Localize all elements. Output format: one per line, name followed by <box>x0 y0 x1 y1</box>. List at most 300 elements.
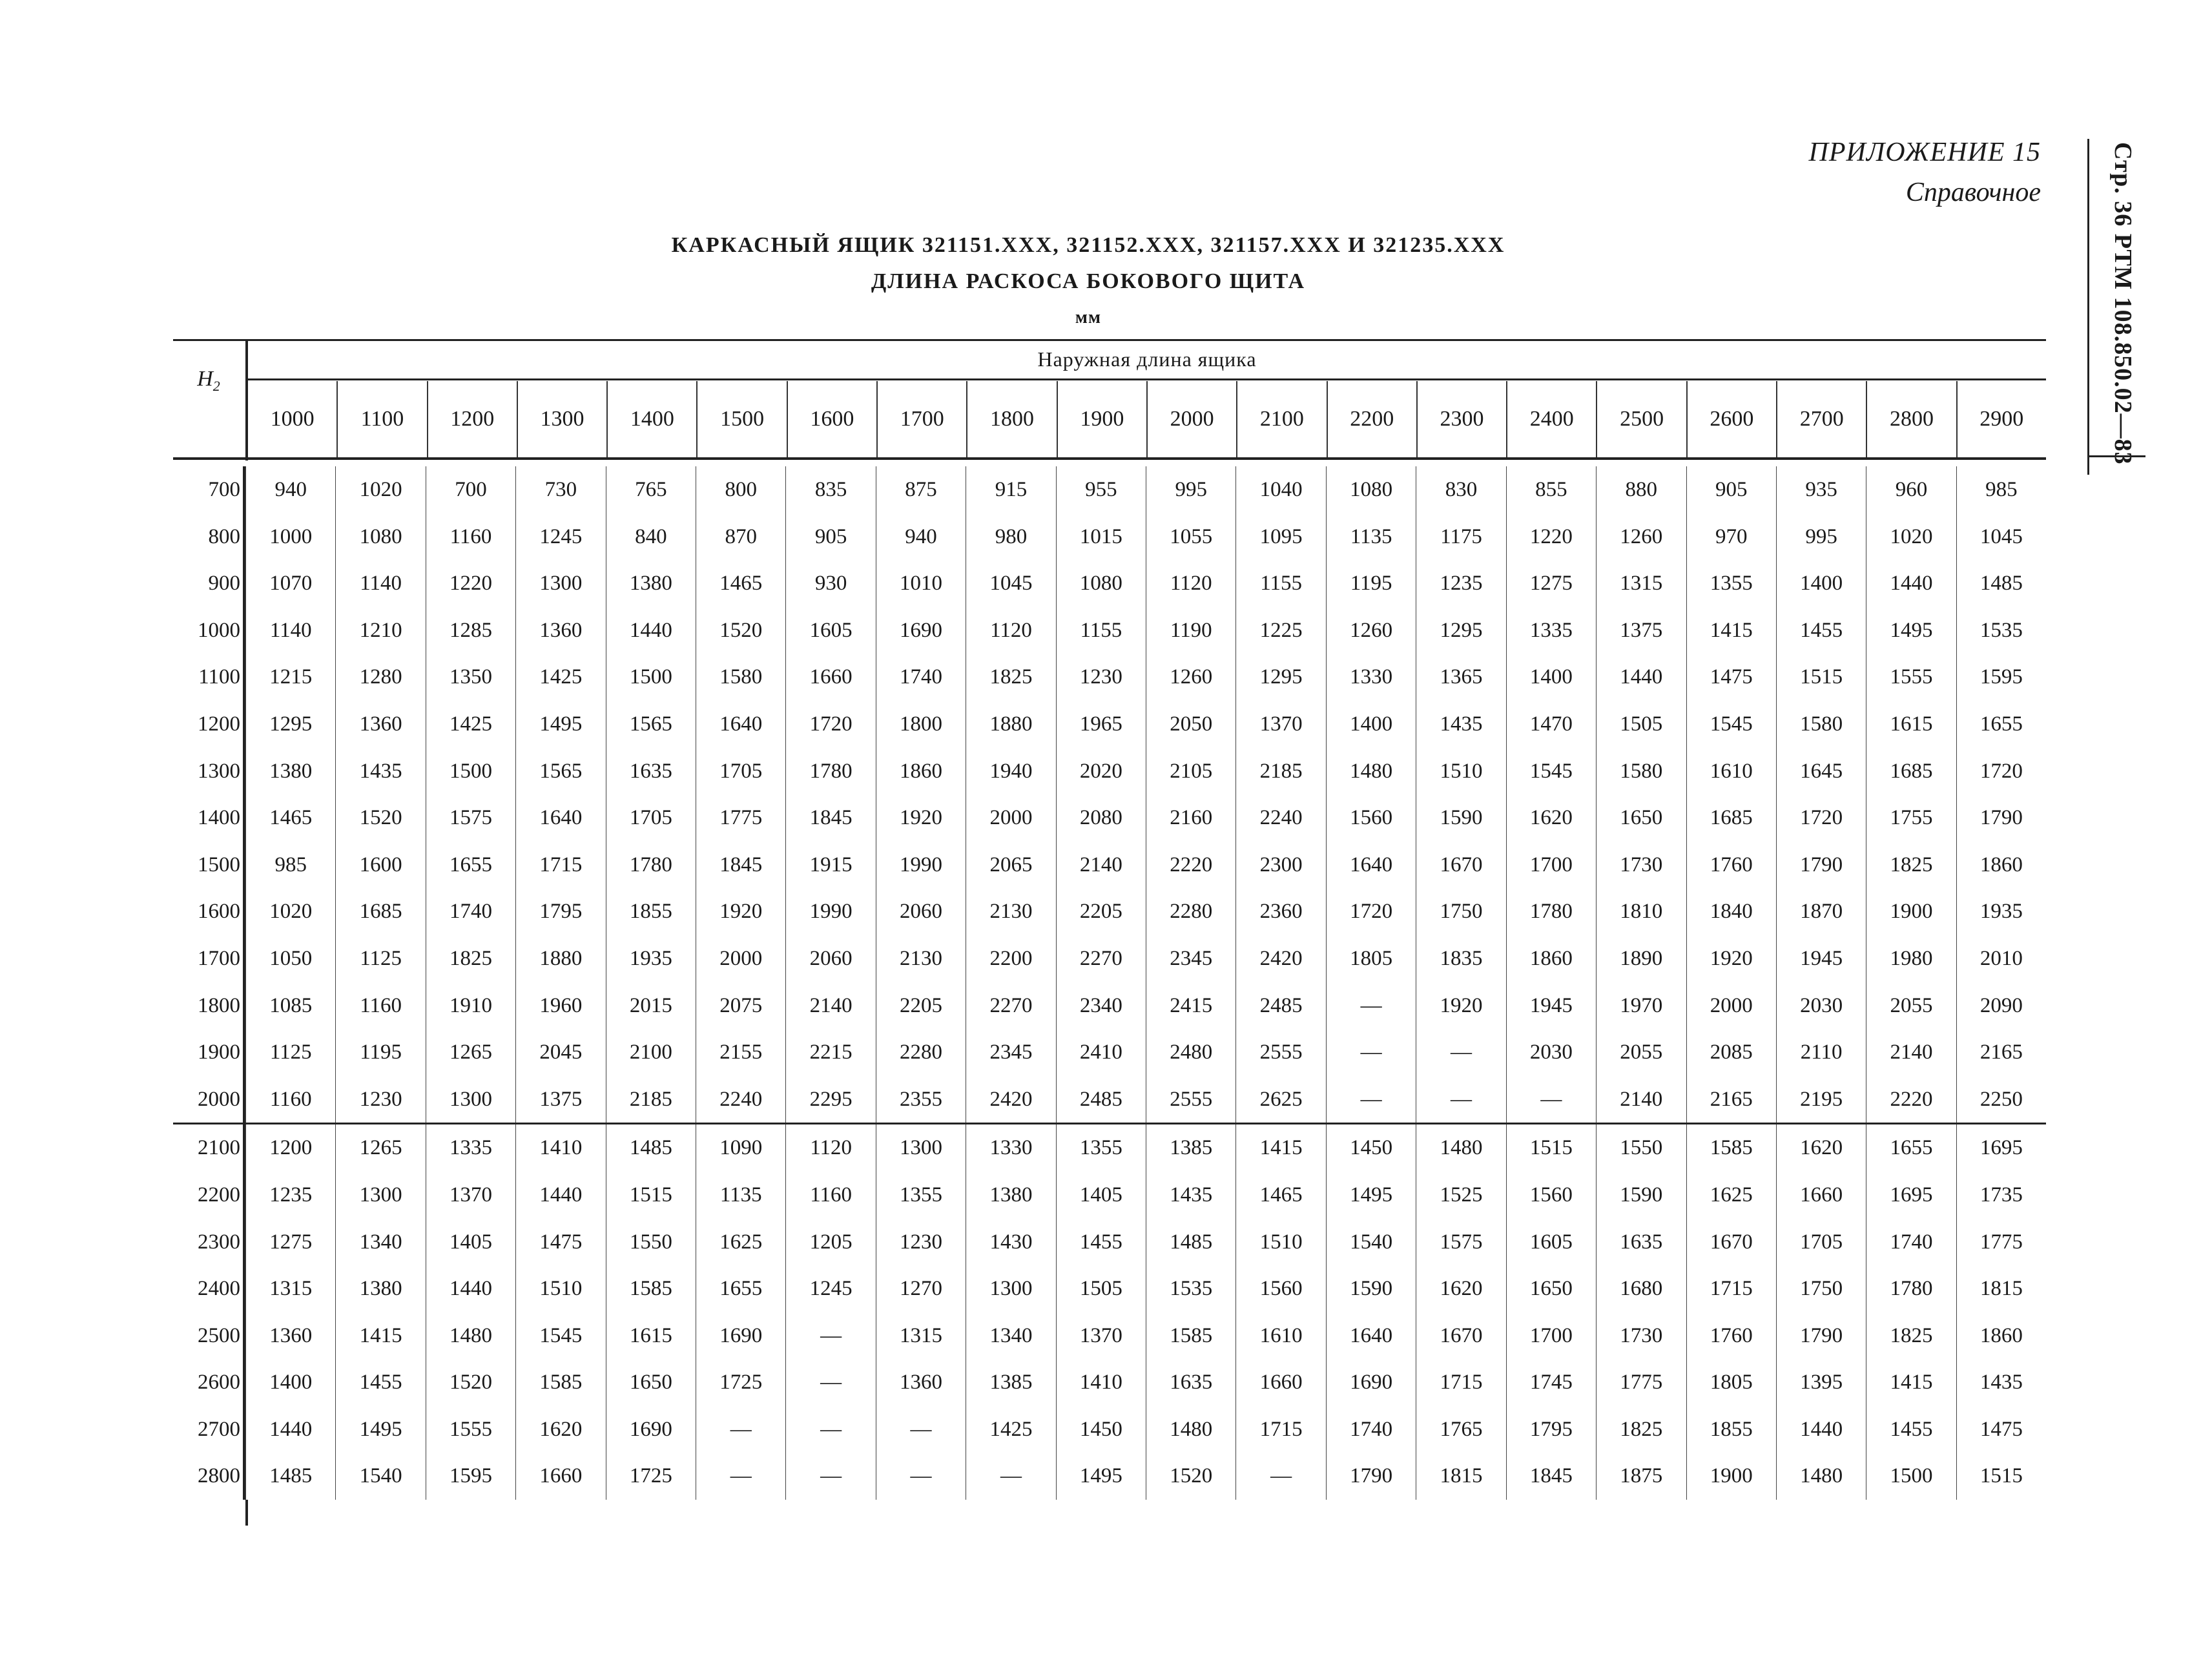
table-cell: 1020 <box>1866 513 1956 561</box>
table-cell: 1825 <box>1866 1312 1956 1360</box>
table-cell: 1860 <box>1506 935 1596 982</box>
table-row <box>173 1029 2046 1076</box>
table-cell: 1715 <box>1416 1359 1505 1406</box>
table-cell: 2140 <box>1056 842 1146 889</box>
table-cell: 1695 <box>1956 1124 2046 1172</box>
table-row <box>173 466 2046 513</box>
table-cell: 1355 <box>876 1172 966 1219</box>
table-cell: 1610 <box>1686 748 1776 795</box>
table-cell: 2240 <box>696 1076 785 1123</box>
table-cell: 1720 <box>1326 888 1416 935</box>
table-cell: 2250 <box>1956 1076 2046 1123</box>
table-cell: 2205 <box>1056 888 1146 935</box>
table-cell: 995 <box>1146 466 1235 513</box>
table-cell: 1795 <box>1506 1406 1596 1453</box>
table-cell: 1680 <box>1596 1265 1686 1312</box>
table-cell: 2185 <box>1235 748 1325 795</box>
table-cell: 1440 <box>1776 1406 1866 1453</box>
table-cell: 1595 <box>426 1453 515 1500</box>
table-cell: 1230 <box>876 1219 966 1266</box>
table-cell: 2060 <box>785 935 875 982</box>
table-cell: 1620 <box>1776 1124 1866 1172</box>
table-cell: 1155 <box>1056 607 1146 654</box>
table-cell: 1920 <box>1686 935 1776 982</box>
table-cell: 1425 <box>426 701 515 748</box>
column-header: 1900 <box>1057 381 1146 457</box>
table-row <box>173 1406 2046 1453</box>
table-cell: 1560 <box>1235 1265 1325 1312</box>
table-cell: 1825 <box>426 935 515 982</box>
table-row <box>173 748 2046 795</box>
table-cell: 1475 <box>515 1219 605 1266</box>
table-cell: 1440 <box>1866 560 1956 607</box>
table-cell: 1300 <box>876 1124 966 1172</box>
column-header: 2400 <box>1506 381 1596 457</box>
table-cell: — <box>876 1406 966 1453</box>
table-cell: 1615 <box>606 1312 696 1360</box>
table-header <box>173 339 2046 460</box>
table-cell: 1760 <box>1686 1312 1776 1360</box>
table-cell: 1575 <box>426 794 515 842</box>
table-cell: 1385 <box>1146 1124 1235 1172</box>
table-row <box>173 982 2046 1030</box>
table-cell: 1465 <box>245 794 335 842</box>
table-cell: 1980 <box>1866 935 1956 982</box>
row-header-cell: 2800 <box>173 1453 245 1500</box>
table-cell: 1500 <box>426 748 515 795</box>
table-cell: 1935 <box>606 935 696 982</box>
table-cell: 1920 <box>696 888 785 935</box>
table-cell: 1575 <box>1416 1219 1505 1266</box>
table-cell: 1645 <box>1776 748 1866 795</box>
table-cell: 1495 <box>1866 607 1956 654</box>
table-body <box>173 466 2046 1526</box>
table-cell: 1790 <box>1956 794 2046 842</box>
table-cell: 1020 <box>245 888 335 935</box>
row-header-cell: 1500 <box>173 842 245 889</box>
table-cell: — <box>876 1453 966 1500</box>
row-header-cell: 1200 <box>173 701 245 748</box>
row-header-cell: 1300 <box>173 748 245 795</box>
table-cell: 1580 <box>696 654 785 701</box>
table-cell: 1590 <box>1416 794 1505 842</box>
row-header-cell: 2600 <box>173 1359 245 1406</box>
table-cell: 2360 <box>1235 888 1325 935</box>
table-cell: 1440 <box>426 1265 515 1312</box>
table-cell: 985 <box>1956 466 2046 513</box>
table-cell: 1260 <box>1326 607 1416 654</box>
table-cell: 1370 <box>1235 701 1325 748</box>
table-cell: 1410 <box>1056 1359 1146 1406</box>
table-cell: — <box>1416 1076 1505 1123</box>
table-cell: 1595 <box>1956 654 2046 701</box>
table-cell: 1295 <box>1235 654 1325 701</box>
table-cell: — <box>785 1453 875 1500</box>
title-line-2: ДЛИНА РАСКОСА БОКОВОГО ЩИТА <box>871 269 1306 293</box>
table-cell: 1220 <box>1506 513 1596 561</box>
table-cell: 2000 <box>696 935 785 982</box>
table-cell: 1825 <box>1596 1406 1686 1453</box>
table-cell: 1055 <box>1146 513 1235 561</box>
table-cell: 1775 <box>696 794 785 842</box>
table-cell: 1440 <box>1596 654 1686 701</box>
table-cell: 1500 <box>606 654 696 701</box>
table-cell: — <box>1506 1076 1596 1123</box>
table-cell: 1725 <box>606 1453 696 1500</box>
table-cell: 1520 <box>696 607 785 654</box>
table-cell: 1715 <box>515 842 605 889</box>
table-cell: 1380 <box>335 1265 425 1312</box>
table-cell: 1580 <box>1596 748 1686 795</box>
table-cell: 2130 <box>966 888 1055 935</box>
table-cell: 1045 <box>1956 513 2046 561</box>
table-cell: 1920 <box>1416 982 1505 1030</box>
table-cell: 700 <box>426 466 515 513</box>
table-cell: 1520 <box>426 1359 515 1406</box>
table-cell: 1520 <box>335 794 425 842</box>
table-cell: 1425 <box>966 1406 1055 1453</box>
table-cell: 1455 <box>1776 607 1866 654</box>
row-header-cell: 2700 <box>173 1406 245 1453</box>
table-cell: 1360 <box>515 607 605 654</box>
table-row <box>173 842 2046 889</box>
column-header: 2000 <box>1146 381 1236 457</box>
table-cell: 1725 <box>696 1359 785 1406</box>
table-cell: 1800 <box>876 701 966 748</box>
table-row <box>173 1359 2046 1406</box>
table-cell: 2220 <box>1866 1076 1956 1123</box>
table-cell: — <box>785 1312 875 1360</box>
table-cell: 2140 <box>1596 1076 1686 1123</box>
table-cell: 1225 <box>1235 607 1325 654</box>
table-cell: 905 <box>1686 466 1776 513</box>
table-cell: 1610 <box>1235 1312 1325 1360</box>
table-cell: 970 <box>1686 513 1776 561</box>
table-cell: 1435 <box>335 748 425 795</box>
table-cell: 1655 <box>1956 701 2046 748</box>
table-cell: 1010 <box>876 560 966 607</box>
table-cell: 2045 <box>515 1029 605 1076</box>
table-cell: 1740 <box>1866 1219 1956 1266</box>
table-cell: 905 <box>785 513 875 561</box>
table-row <box>173 560 2046 607</box>
table-cell: 1440 <box>515 1172 605 1219</box>
table-cell: 1750 <box>1416 888 1505 935</box>
table-cell: 1245 <box>515 513 605 561</box>
table-cell: 2555 <box>1235 1029 1325 1076</box>
table-cell: 1730 <box>1596 1312 1686 1360</box>
table-cell: 1670 <box>1686 1219 1776 1266</box>
table-cell: 1435 <box>1416 701 1505 748</box>
table-cell: 1370 <box>1056 1312 1146 1360</box>
table-cell: 1840 <box>1686 888 1776 935</box>
table-cell: 1480 <box>1326 748 1416 795</box>
table-cell: 2340 <box>1056 982 1146 1030</box>
table-cell: 1135 <box>696 1172 785 1219</box>
table-cell: 2625 <box>1235 1076 1325 1123</box>
table-tail <box>173 1500 2046 1526</box>
table-cell: 1335 <box>1506 607 1596 654</box>
table-row <box>173 1219 2046 1266</box>
table-cell: 1580 <box>1776 701 1866 748</box>
table-cell: 940 <box>245 466 335 513</box>
table-cell: 1485 <box>1956 560 2046 607</box>
table-cell: 1545 <box>1506 748 1596 795</box>
table-cell: 2110 <box>1776 1029 1866 1076</box>
table-cell: 1495 <box>335 1406 425 1453</box>
table-cell: 1790 <box>1776 1312 1866 1360</box>
table-row <box>173 607 2046 654</box>
row-header-cell: 2200 <box>173 1172 245 1219</box>
table-cell: 1210 <box>335 607 425 654</box>
table-cell: 1845 <box>696 842 785 889</box>
row-header-cell: 700 <box>173 466 245 513</box>
column-header: 2100 <box>1236 381 1326 457</box>
table-cell: 1635 <box>1596 1219 1686 1266</box>
table-cell: 1190 <box>1146 607 1235 654</box>
table-cell: 2015 <box>606 982 696 1030</box>
table-cell: 1765 <box>1416 1406 1505 1453</box>
table-cell: 1730 <box>1596 842 1686 889</box>
table-cell: 1505 <box>1056 1265 1146 1312</box>
table-cell: 2200 <box>966 935 1055 982</box>
table-cell: 1300 <box>966 1265 1055 1312</box>
table-cell: 1805 <box>1326 935 1416 982</box>
table-cell: 2085 <box>1686 1029 1776 1076</box>
table-cell: 2300 <box>1235 842 1325 889</box>
table-row <box>173 1172 2046 1219</box>
table-cell: 1495 <box>1326 1172 1416 1219</box>
table-cell: 1935 <box>1956 888 2046 935</box>
table-cell: 1535 <box>1956 607 2046 654</box>
table-cell: 940 <box>876 513 966 561</box>
side-header-text: Стр. 36 РТМ 108.850.02—83 <box>2109 142 2136 465</box>
table-cell: — <box>1326 1076 1416 1123</box>
table-cell: — <box>1235 1453 1325 1500</box>
table-cell: 2130 <box>876 935 966 982</box>
row-header-cell: 1100 <box>173 654 245 701</box>
row-header-cell: 1700 <box>173 935 245 982</box>
table-cell: 1835 <box>1416 935 1505 982</box>
table-cell: 1515 <box>1776 654 1866 701</box>
table-cell: 730 <box>515 466 605 513</box>
table-cell: 955 <box>1056 466 1146 513</box>
table-cell: 1750 <box>1776 1265 1866 1312</box>
table-cell: 1380 <box>245 748 335 795</box>
table-cell: 1040 <box>1235 466 1325 513</box>
table-cell: 1640 <box>515 794 605 842</box>
table-cell: 1700 <box>1506 1312 1596 1360</box>
table-cell: 1465 <box>696 560 785 607</box>
table-cell: 1635 <box>606 748 696 795</box>
table-cell: 1555 <box>1866 654 1956 701</box>
table-cell: 1245 <box>785 1265 875 1312</box>
table-cell: 1900 <box>1866 888 1956 935</box>
table-cell: 1415 <box>1866 1359 1956 1406</box>
table-cell: 960 <box>1866 466 1956 513</box>
table-cell: 1670 <box>1416 842 1505 889</box>
table-cell: 1455 <box>335 1359 425 1406</box>
table-cell: 1415 <box>1235 1124 1325 1172</box>
table-cell: 1175 <box>1416 513 1505 561</box>
table-cell: 1960 <box>515 982 605 1030</box>
table-cell: 2420 <box>966 1076 1055 1123</box>
table-cell: 1120 <box>1146 560 1235 607</box>
table-cell: 1205 <box>785 1219 875 1266</box>
table-cell: — <box>1326 1029 1416 1076</box>
table-cell: 1655 <box>696 1265 785 1312</box>
appendix-subtitle: Справочное <box>1905 178 2041 207</box>
table-cell: 1425 <box>515 654 605 701</box>
row-header-cell: 800 <box>173 513 245 561</box>
column-header: 2200 <box>1327 381 1416 457</box>
table-cell: 1265 <box>426 1029 515 1076</box>
table-cell: 1655 <box>426 842 515 889</box>
table-cell: 2010 <box>1956 935 2046 982</box>
table-cell: 1435 <box>1956 1359 2046 1406</box>
table-cell: 1660 <box>785 654 875 701</box>
table-cell: 1910 <box>426 982 515 1030</box>
table-cell: 1860 <box>1956 1312 2046 1360</box>
table-cell: 1215 <box>245 654 335 701</box>
table-cell: 2065 <box>966 842 1055 889</box>
table-cell: 1515 <box>1506 1124 1596 1172</box>
table-cell: 1825 <box>966 654 1055 701</box>
table-row <box>173 794 2046 842</box>
table-cell: 1315 <box>876 1312 966 1360</box>
table-cell: — <box>785 1359 875 1406</box>
table-cell: 1795 <box>515 888 605 935</box>
table-row <box>173 1123 2046 1172</box>
table-cell: 1655 <box>1866 1124 1956 1172</box>
row-header-cell: 2000 <box>173 1076 245 1123</box>
table-cell: 2075 <box>696 982 785 1030</box>
row-header-cell: 1900 <box>173 1029 245 1076</box>
table-cell: 935 <box>1776 466 1866 513</box>
table-cell: 1405 <box>426 1219 515 1266</box>
table-cell: 840 <box>606 513 696 561</box>
table-cell: 1705 <box>1776 1219 1866 1266</box>
row-header-cell: 2300 <box>173 1219 245 1266</box>
table-cell: 1815 <box>1956 1265 2046 1312</box>
title-line-1: КАРКАСНЫЙ ЯЩИК 321151.ХХХ, 321152.ХХХ, 321157.ХХХ И 321235.ХХХ <box>671 233 1505 257</box>
column-header: 1400 <box>606 381 696 457</box>
table-cell: 1235 <box>245 1172 335 1219</box>
table-cell: 1315 <box>1596 560 1686 607</box>
table-cell: 1590 <box>1326 1265 1416 1312</box>
appendix-label: ПРИЛОЖЕНИЕ 15 <box>1808 138 2041 167</box>
table-cell: 1340 <box>966 1312 1055 1360</box>
table-cell: 1525 <box>1416 1172 1505 1219</box>
table-cell: 1685 <box>335 888 425 935</box>
table-cell: 1480 <box>1776 1453 1866 1500</box>
table-cell: 1415 <box>335 1312 425 1360</box>
table-cell: 1685 <box>1866 748 1956 795</box>
table-cell: 2280 <box>876 1029 966 1076</box>
table-cell: 2050 <box>1146 701 1235 748</box>
table-cell: 1355 <box>1056 1124 1146 1172</box>
table-cell: 1510 <box>1416 748 1505 795</box>
table-cell: 2555 <box>1146 1076 1235 1123</box>
table-cell: 2415 <box>1146 982 1235 1030</box>
table-cell: 2270 <box>1056 935 1146 982</box>
table-cell: 2000 <box>966 794 1055 842</box>
table-cell: 1780 <box>1866 1265 1956 1312</box>
table-cell: 1620 <box>1416 1265 1505 1312</box>
table-cell: 1340 <box>335 1219 425 1266</box>
table-cell: 1650 <box>606 1359 696 1406</box>
table-cell: 1660 <box>515 1453 605 1500</box>
table-cell: 1550 <box>1596 1124 1686 1172</box>
document-title <box>174 227 2002 336</box>
table-cell: 1375 <box>1596 607 1686 654</box>
table-cell: 1400 <box>1326 701 1416 748</box>
table-cell: 1515 <box>1956 1453 2046 1500</box>
table-cell: 1235 <box>1416 560 1505 607</box>
table-cell: 1690 <box>696 1312 785 1360</box>
table-cell: — <box>696 1406 785 1453</box>
row-header-cell: 2100 <box>173 1124 245 1172</box>
table-cell: 2215 <box>785 1029 875 1076</box>
table-cell: 1465 <box>1235 1172 1325 1219</box>
table-cell: 1890 <box>1596 935 1686 982</box>
table-cell: 2165 <box>1686 1076 1776 1123</box>
table-cell: 1810 <box>1596 888 1686 935</box>
table-cell: 2155 <box>696 1029 785 1076</box>
table-cell: 2485 <box>1235 982 1325 1030</box>
table-cell: 1900 <box>1686 1453 1776 1500</box>
table-cell: 2055 <box>1596 1029 1686 1076</box>
table-cell: 1155 <box>1235 560 1325 607</box>
table-cell: 1775 <box>1596 1359 1686 1406</box>
table-cell: 875 <box>876 466 966 513</box>
column-header: 1600 <box>787 381 876 457</box>
table-cell: 1740 <box>1326 1406 1416 1453</box>
column-group-rule <box>248 378 2046 380</box>
table-cell: 1125 <box>335 935 425 982</box>
table-cell: 1790 <box>1776 842 1866 889</box>
table-cell: 1585 <box>1686 1124 1776 1172</box>
table-cell: 1120 <box>785 1124 875 1172</box>
table-cell: 1560 <box>1506 1172 1596 1219</box>
table-cell: 1195 <box>1326 560 1416 607</box>
column-header: 2900 <box>1956 381 2046 457</box>
table-cell: 1260 <box>1596 513 1686 561</box>
table-cell: 1715 <box>1235 1406 1325 1453</box>
table-cell: 1120 <box>966 607 1055 654</box>
column-header: 1000 <box>270 407 315 431</box>
table-row <box>173 1265 2046 1312</box>
table-cell: 1140 <box>245 607 335 654</box>
table-cell: 1450 <box>1326 1124 1416 1172</box>
table-cell: 2240 <box>1235 794 1325 842</box>
table-cell: 2345 <box>1146 935 1235 982</box>
table-cell: 1670 <box>1416 1312 1505 1360</box>
table-cell: 1510 <box>515 1265 605 1312</box>
table-cell: 1280 <box>335 654 425 701</box>
table-cell: 1535 <box>1146 1265 1235 1312</box>
table-cell: 1500 <box>1866 1453 1956 1500</box>
table-cell: 1160 <box>335 982 425 1030</box>
data-table <box>173 339 2046 1526</box>
table-cell: 1845 <box>1506 1453 1596 1500</box>
table-cell: 1315 <box>245 1265 335 1312</box>
table-cell: 1740 <box>876 654 966 701</box>
table-cell: 1545 <box>1686 701 1776 748</box>
table-cell: 1860 <box>876 748 966 795</box>
table-cell: 1965 <box>1056 701 1146 748</box>
table-cell: 2100 <box>606 1029 696 1076</box>
